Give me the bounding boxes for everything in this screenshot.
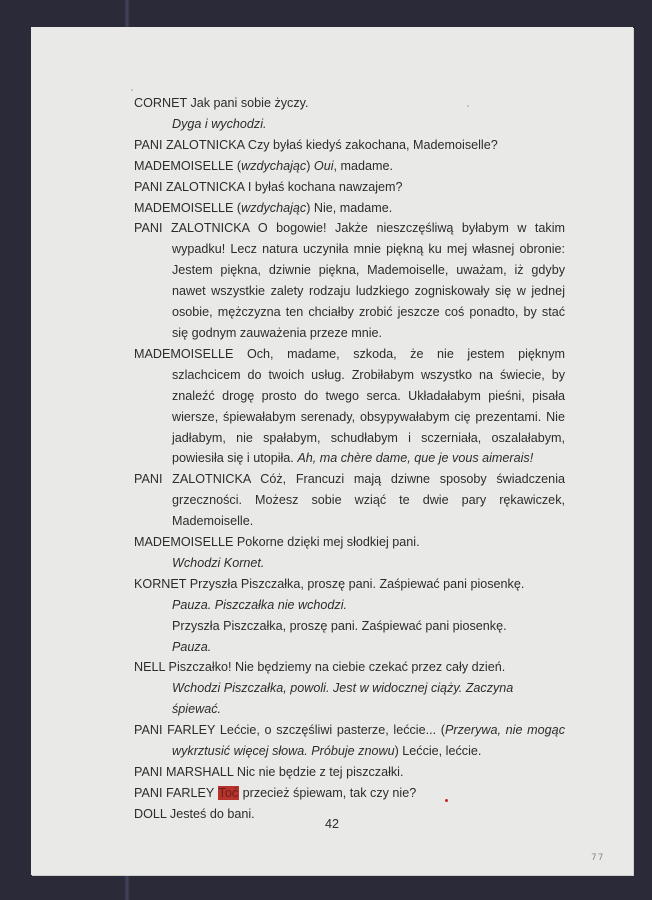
speaker-name: PANI ZALOTNICKA [134, 472, 251, 487]
foreign-phrase: Ah, ma chère dame, que je vous aimerais! [297, 451, 534, 466]
scanned-page [31, 27, 633, 875]
dialogue-line [134, 156, 565, 177]
dialogue-text: Jesteś do bani. [166, 806, 255, 821]
dialogue-text: Czy byłaś kiedyś zakochana, Mademoiselle? [244, 137, 498, 152]
speaker-name: PANI MARSHALL [134, 765, 234, 779]
speaker-name: MADEMOISELLE [134, 200, 234, 215]
dialogue-line [134, 657, 565, 678]
stage-aside: wzdychając [241, 158, 307, 173]
paren-open: ( [233, 200, 242, 215]
dialogue-text: , madame. [333, 158, 394, 173]
dialogue-text: I byłaś kochana nawzajem? [244, 179, 403, 194]
stage-direction: Pauza. [172, 639, 212, 654]
dialogue-line [134, 783, 565, 804]
script-text [134, 93, 565, 825]
dialogue-text: Piszczałko! Nie będziemy na ciebie czekać przez cały dzień. [165, 660, 506, 675]
dialogue-line [134, 762, 565, 783]
dialogue-line [134, 93, 565, 114]
dialogue-continuation: Przyszła Piszczałka, proszę pani. Zaśpiewać pani piosenkę. [172, 618, 507, 633]
dialogue-line [134, 720, 565, 762]
dialogue-text: ) Nie, madame. [306, 200, 393, 215]
stage-direction: Wchodzi Kornet. [172, 555, 265, 570]
pencil-annotation: 77 [591, 853, 605, 863]
paren-open: ( [233, 158, 242, 173]
stage-direction: Wchodzi Piszczałka, powoli. Jest w widocznej ciąży. Zaczyna śpiewać. [172, 681, 514, 717]
dialogue-line [134, 198, 565, 219]
dialogue-line [134, 218, 565, 343]
speaker-name: PANI ZALOTNICKA [134, 179, 245, 194]
dialogue-text: Jak pani sobie życzy. [186, 96, 309, 110]
speaker-name: DOLL [134, 806, 167, 821]
speaker-name: CORNET [134, 96, 187, 110]
speaker-name: NELL [134, 660, 166, 675]
highlighted-word: Toć [218, 785, 239, 800]
speaker-name: MADEMOISELLE [134, 158, 234, 173]
speaker-name: MADEMOISELLE [134, 346, 234, 361]
dialogue-text: O bogowie! Jakże nieszczęśliwą byłabym w takim wypadku! Lecz natura uczyniła mnie piękną ku mej własnej obronie: Jestem piękna, dziwnie piękna, Mademoiselle, uważam, iż gdyby nawet wszystkie zalety rodzaju ludzkiego zogniskowały się w jednej osobie, mężczyzna ten chciałby zrobić jeszcze coś ponadto, by stać się godnym zauważenia przeze mnie. [172, 221, 565, 340]
dialogue-line [134, 469, 565, 532]
speaker-name: PANI ZALOTNICKA [134, 137, 245, 152]
dust-speck [131, 89, 133, 91]
dialogue-text: przecież śpiewam, tak czy nie? [239, 785, 417, 800]
foreign-word: Oui [313, 158, 334, 173]
speaker-name: PANI FARLEY [134, 785, 215, 800]
dialogue-text: Pokorne dzięki mej słodkiej pani. [233, 535, 420, 550]
stage-direction: Dyga i wychodzi. [172, 116, 267, 131]
stage-direction: Pauza. Piszczałka nie wchodzi. [172, 597, 347, 612]
dialogue-line [134, 532, 565, 553]
red-ink-dot [445, 799, 448, 802]
dialogue-text-end: ) Lećcie, lećcie. [394, 744, 482, 759]
stage-aside: Przerywa, nie mogąc wykrztusić więcej słowa. Próbuje znowu [172, 723, 565, 759]
speaker-name: KORNET [134, 576, 187, 591]
paren-close: ) [306, 158, 314, 173]
dialogue-text: Cóż, Francuzi mają dziwne sposoby świadczenia grzeczności. Możesz sobie wziąć te dwie pary rękawiczek, Mademoiselle. [172, 472, 565, 529]
speaker-name: PANI FARLEY [134, 723, 216, 738]
dialogue-line [134, 135, 565, 156]
dialogue-text: Nic nie będzie z tej piszczałki. [233, 765, 404, 779]
dialogue-text: Lećcie, o szczęśliwi pasterze, lećcie... ( [215, 723, 445, 738]
speaker-name: PANI ZALOTNICKA [134, 221, 250, 236]
speaker-name: MADEMOISELLE [134, 535, 234, 550]
dialogue-line [134, 344, 565, 469]
dialogue-text: Och, madame, szkoda, że nie jestem pięknym szlachcicem do twoich usług. Zrobiłabym wszystko na świecie, by znaleźć drogę prosto do twego serca. Układałabym pieśni, pisała wiersze, śpiewałabym serenady, obsypywałabym cię prezentami. Nie jadłabym, nie spałabym, schudłabym i sczerniała, oszalałabym, powiesiła się i utopiła. [172, 346, 565, 466]
page-number: 42 [324, 817, 339, 831]
dialogue-line [134, 177, 565, 198]
dialogue-line [134, 574, 565, 595]
dialogue-text: Przyszła Piszczałka, proszę pani. Zaśpiewać pani piosenkę. [186, 576, 525, 591]
stage-aside: wzdychając [241, 200, 307, 215]
